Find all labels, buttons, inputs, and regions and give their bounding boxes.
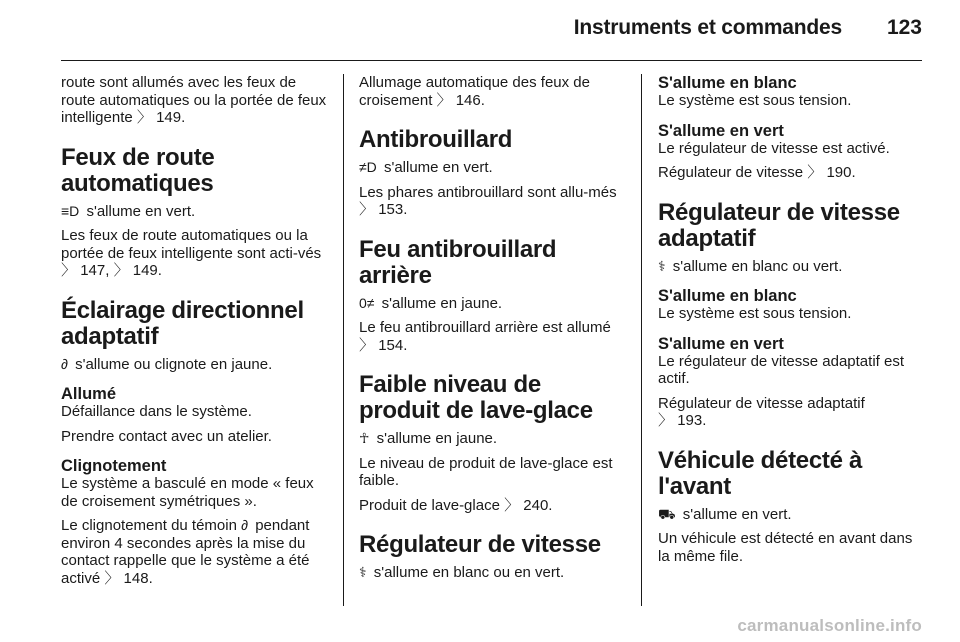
paragraph: Le système est sous tension. xyxy=(658,92,852,109)
page-ref-icon: 〉 xyxy=(807,164,823,181)
paragraph: Les phares antibrouillard sont allu-més 〉 153. xyxy=(359,183,617,218)
heading-clignotement: Clignotement xyxy=(61,457,167,475)
heading-adaptatif: Régulateur de vitesse adaptatif xyxy=(658,198,900,252)
paragraph: ⚕ s'allume en blanc ou en vert. xyxy=(359,564,565,581)
paragraph: ≡D s'allume en vert. xyxy=(61,202,196,220)
page-ref: 147, xyxy=(80,262,110,279)
watermark: carmanualsonline.info xyxy=(737,616,922,635)
paragraph: Un véhicule est détecté en avant dans la même file. xyxy=(658,530,913,565)
heading-feux-route: Feux de route automatiques xyxy=(61,143,215,197)
cruise-control-icon: ⚕ xyxy=(359,564,367,580)
auto-high-beam-icon: ≡D xyxy=(61,202,80,219)
front-fog-light-icon: ≠D xyxy=(359,159,377,175)
adaptive-lighting-icon: ∂ xyxy=(61,355,68,372)
page-ref: 146. xyxy=(455,91,485,109)
paragraph: Produit de lave-glace 〉 240. xyxy=(359,496,553,514)
page-ref: 193. xyxy=(677,412,707,429)
page-number: 123 xyxy=(886,16,922,39)
column-divider xyxy=(343,74,344,606)
page-ref: 149. xyxy=(132,262,162,279)
paragraph: ⚕ s'allume en blanc ou vert. xyxy=(658,257,843,275)
page-ref-icon: 〉 xyxy=(504,496,520,514)
paragraph: Le niveau de produit de lave-glace est faible. xyxy=(359,454,613,489)
washer-fluid-icon: ☥ xyxy=(359,430,370,446)
paragraph: Régulateur de vitesse adaptatif 〉 193. xyxy=(658,394,865,429)
heading-blanc: S'allume en blanc xyxy=(658,74,797,92)
paragraph: ∂ s'allume ou clignote en jaune. xyxy=(61,355,273,373)
heading-vert: S'allume en vert xyxy=(658,121,784,140)
page-ref: 153. xyxy=(378,201,408,218)
heading-vert: S'allume en vert xyxy=(658,334,784,353)
adaptive-lighting-icon: ∂ xyxy=(241,517,249,533)
page-ref-icon: 〉 xyxy=(658,412,674,429)
paragraph: Le régulateur de vitesse est activé. xyxy=(658,139,890,157)
column-divider xyxy=(641,74,642,606)
vehicle-ahead-icon: ⛟ xyxy=(658,505,676,522)
section-title: Instruments et commandes xyxy=(573,16,842,39)
column-3 xyxy=(658,74,922,572)
heading-feu-arriere: Feu antibrouillard arrière xyxy=(359,235,557,289)
paragraph: Prendre contact avec un atelier. xyxy=(61,427,272,445)
page-ref-icon: 〉 xyxy=(359,201,375,218)
paragraph: route sont allumés avec les feux de route automatiques ou la portée de feux intelligente 〉 149. xyxy=(61,74,327,126)
heading-lave-glace: Faible niveau de produit de lave-glace xyxy=(359,371,593,424)
paragraph: Défaillance dans le système. xyxy=(61,403,252,420)
heading-vehicule: Véhicule détecté à l'avant xyxy=(658,446,863,500)
page-ref-icon: 〉 xyxy=(359,336,375,354)
paragraph: 0≠ s'allume en jaune. xyxy=(359,294,503,312)
paragraph: ≠D s'allume en vert. xyxy=(359,159,493,176)
page-ref-icon: 〉 xyxy=(104,569,120,587)
paragraph: ☥ s'allume en jaune. xyxy=(359,430,498,447)
rear-fog-light-icon: 0≠ xyxy=(359,294,375,311)
adaptive-cruise-icon: ⚕ xyxy=(658,257,666,274)
page-ref-icon: 〉 xyxy=(113,262,129,279)
paragraph: Le système a basculé en mode « feux de croisement symétriques ». xyxy=(61,475,314,510)
paragraph: ⛟ s'allume en vert. xyxy=(658,505,792,523)
column-2 xyxy=(359,74,627,589)
page-ref: 149. xyxy=(156,109,186,126)
heading-blanc: S'allume en blanc xyxy=(658,287,797,305)
header-divider xyxy=(61,60,922,61)
paragraph: Le clignotement du témoin ∂ pendant environ 4 secondes après la mise du contact rappelle que le système a été activé 〉 148. xyxy=(61,517,310,587)
page-header xyxy=(0,0,960,60)
page-ref: 190. xyxy=(826,164,856,181)
page-ref: 154. xyxy=(378,336,408,354)
paragraph: Le régulateur de vitesse adaptatif est actif. xyxy=(658,352,904,387)
paragraph: Régulateur de vitesse 〉 190. xyxy=(658,164,856,181)
heading-antibrouillard: Antibrouillard xyxy=(359,126,513,153)
page-ref-icon: 〉 xyxy=(61,262,77,279)
heading-regulateur: Régulateur de vitesse xyxy=(359,531,601,558)
heading-eclairage: Éclairage directionnel adaptatif xyxy=(61,296,304,350)
paragraph: Les feux de route automatiques ou la portée de feux intelligente sont acti-vés 〉 147, 〉 149. xyxy=(61,227,322,279)
paragraph: Le système est sous tension. xyxy=(658,305,852,322)
page-ref-icon: 〉 xyxy=(136,109,152,126)
heading-allume: Allumé xyxy=(61,385,117,403)
page-ref: 148. xyxy=(123,569,153,587)
page-ref-icon: 〉 xyxy=(436,91,452,109)
paragraph: Allumage automatique des feux de croisement 〉 146. xyxy=(359,74,590,109)
paragraph: Le feu antibrouillard arrière est allumé 〉 154. xyxy=(359,319,611,354)
column-1 xyxy=(61,74,329,594)
page-ref: 240. xyxy=(523,496,553,514)
